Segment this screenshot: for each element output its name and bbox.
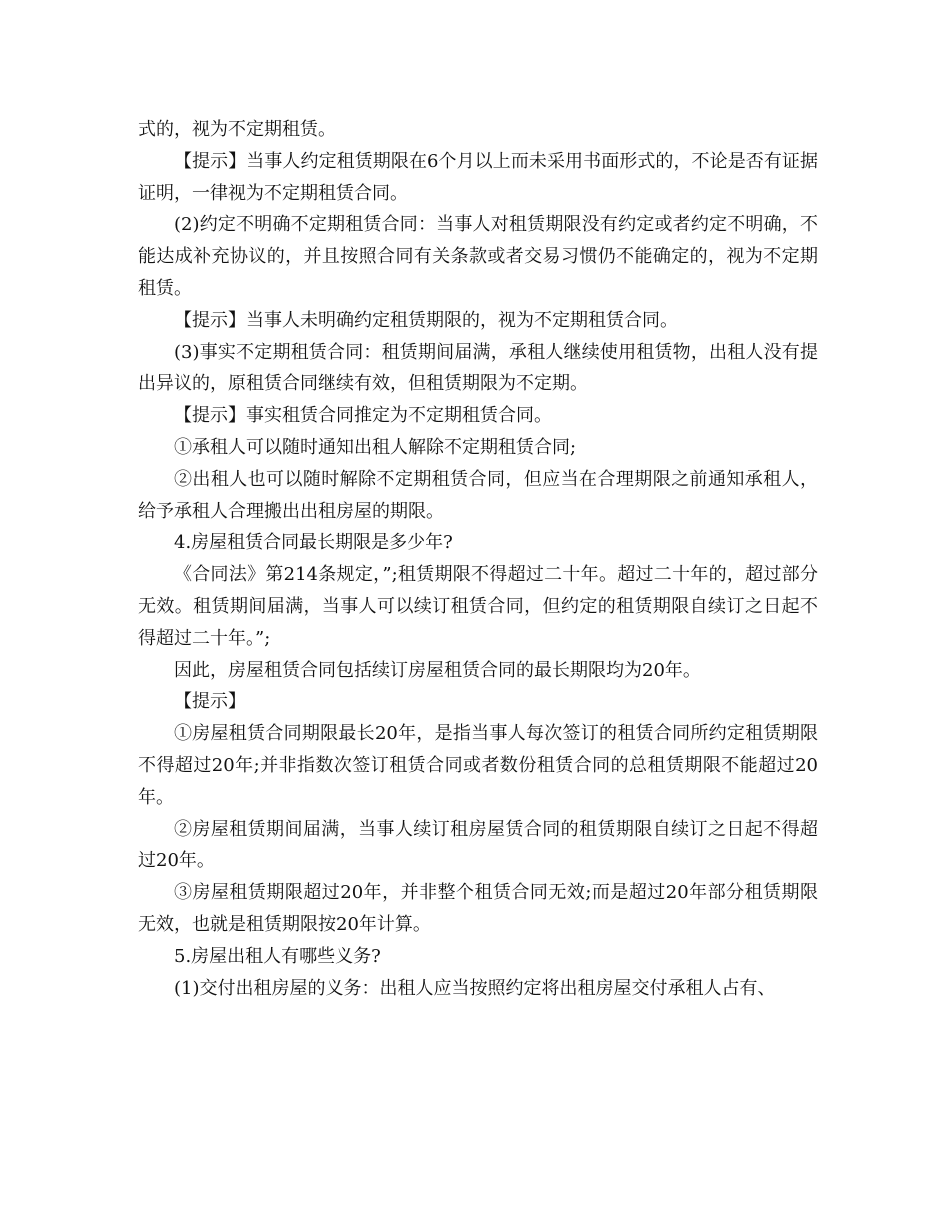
paragraph: (2)约定不明确不定期租赁合同：当事人对租赁期限没有约定或者约定不明确，不能达成补充协议的，并且按照合同有关条款或者交易习惯仍不能确定的，视为不定期租赁。	[138, 214, 818, 299]
paragraph: 因此，房屋租赁合同包括续订房屋租赁合同的最长期限均为20年。	[174, 659, 701, 681]
paragraph: ①承租人可以随时通知出租人解除不定期租赁合同;	[174, 436, 577, 458]
paragraph: 【提示】	[174, 691, 246, 713]
section-heading: 5.房屋出租人有哪些义务?	[174, 945, 381, 967]
paragraph: 【提示】当事人未明确约定租赁期限的，视为不定期租赁合同。	[174, 309, 678, 331]
paragraph: 式的，视为不定期租赁。	[138, 119, 336, 140]
document-body	[138, 114, 818, 1004]
paragraph: ②出租人也可以随时解除不定期租赁合同，但应当在合理期限之前通知承租人，给予承租人合理搬出出租房屋的期限。	[138, 468, 818, 522]
paragraph: (1)交付出租房屋的义务：出租人应当按照约定将出租房屋交付承租人占有、	[174, 977, 776, 999]
paragraph: ②房屋租赁期间届满，当事人续订租房屋赁合同的租赁期限自续订之日起不得超过20年。	[138, 818, 818, 872]
paragraph: 《合同法》第214条规定，”;租赁期限不得超过二十年。超过二十年的，超过部分无效。租赁期间届满，当事人可以续订租赁合同，但约定的租赁期限自续订之日起不得超过二十年。”;	[138, 564, 818, 649]
paragraph: 【提示】当事人约定租赁期限在6个月以上而未采用书面形式的，不论是否有证据证明，一律视为不定期租赁合同。	[138, 150, 818, 204]
section-heading: 4.房屋租赁合同最长期限是多少年?	[174, 532, 453, 554]
paragraph: ③房屋租赁期限超过20年，并非整个租赁合同无效;而是超过20年部分租赁期限无效，也就是租赁期限按20年计算。	[138, 882, 818, 935]
paragraph: ①房屋租赁合同期限最长20年，是指当事人每次签订的租赁合同所约定租赁期限不得超过20年;并非指数次签订租赁合同或者数份租赁合同的总租赁期限不能超过20年。	[138, 723, 818, 808]
paragraph: 【提示】事实租赁合同推定为不定期租赁合同。	[174, 405, 552, 427]
paragraph: (3)事实不定期租赁合同：租赁期间届满，承租人继续使用租赁物，出租人没有提出异议的，原租赁合同继续有效，但租赁期限为不定期。	[138, 341, 818, 395]
